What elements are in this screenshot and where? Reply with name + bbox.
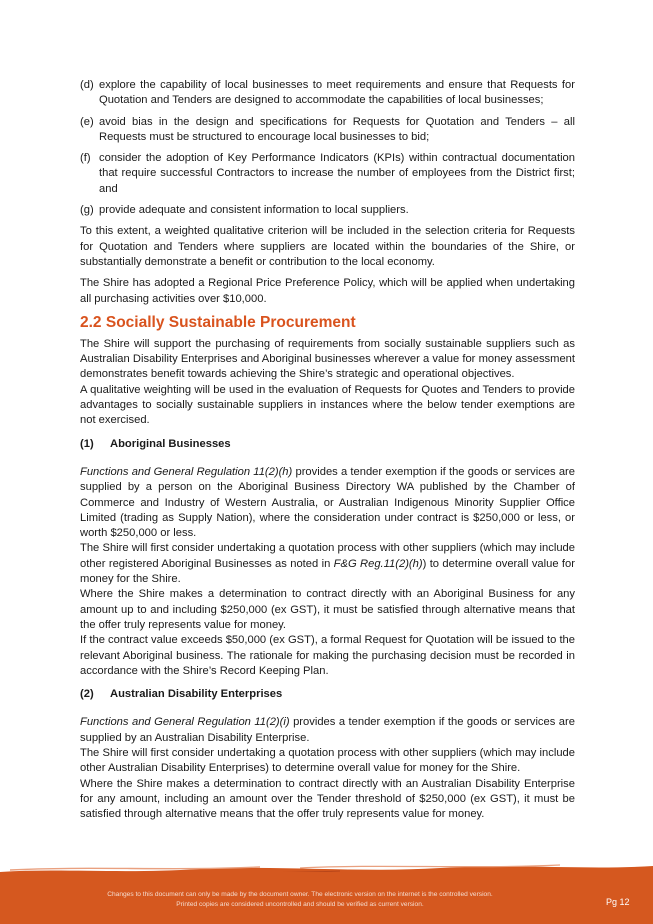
document-body xyxy=(80,78,575,822)
list-item xyxy=(80,203,575,218)
list-text: consider the adoption of Key Performance Indicators (KPIs) within contractual documentation that require successful Contractors to increase the number of employees from the District first; and xyxy=(99,152,575,195)
paragraph xyxy=(80,465,575,541)
section-paragraph: The Shire will support the purchasing of requirements from socially sustainable suppliers such as Australian Disability Enterprises and Aboriginal businesses wherever a value for money assessment demonstrates benefit towards achieving the Shire’s strategic and operational objectives. xyxy=(80,337,575,381)
subheading-aboriginal-businesses xyxy=(80,437,575,452)
list-label: (d) xyxy=(80,79,94,91)
subheading-disability-enterprises xyxy=(80,687,575,702)
subheading-title: Australian Disability Enterprises xyxy=(110,688,283,701)
section-heading: 2.2 Socially Sustainable Procurement xyxy=(80,313,356,331)
regulation-reference: Functions and General Regulation 11(2)(i) xyxy=(80,716,290,729)
subheading-number: (1) xyxy=(80,437,94,450)
regulation-reference: F&G Reg.11(2)(h) xyxy=(333,557,423,570)
list-label: (g) xyxy=(80,204,94,217)
paragraph: The Shire will first consider undertaking a quotation process with other suppliers (which may include other Australian Disability Enterprises) to determine overall value for money for the Shire. xyxy=(80,746,575,775)
footer-notice-line: Printed copies are considered uncontrolled and should be verified as current version. xyxy=(176,901,424,908)
paragraph-weighted-criterion: To this extent, a weighted qualitative criterion will be included in the selection criteria for Requests for Quotation and Tenders where suppliers are located within the boundaries of the Shire, or substantially demonstrate a benefit or contribution to the local economy. xyxy=(80,225,575,268)
list-label: (f) xyxy=(80,152,91,165)
paragraph xyxy=(80,715,575,746)
paragraph-regional-price: The Shire has adopted a Regional Price Preference Policy, which will be applied when undertaking all purchasing activities over $10,000. xyxy=(80,277,575,305)
list-item xyxy=(80,78,575,109)
list-item xyxy=(80,151,575,197)
paragraph: If the contract value exceeds $50,000 (ex GST), a formal Request for Quotation will be issued to the relevant Aboriginal business. The rationale for making the purchasing decision must be recorded in accordance with the Shire’s Record Keeping Plan. xyxy=(80,634,575,677)
section-paragraph: A qualitative weighting will be used in the evaluation of Requests for Quotes and Tenders to provide advantages to socially sustainable suppliers in instances where the below tender exemptions are not exercised. xyxy=(80,383,575,427)
footer-notice-line: Changes to this document can only be made by the document owner. The electronic version on the internet is the controlled version. xyxy=(107,891,493,898)
list-text: avoid bias in the design and specifications for Requests for Quotation and Tenders – all Requests must be structured to encourage local businesses to bid; xyxy=(99,115,575,143)
paragraph-text: ) to determine overall value for money for the Shire. xyxy=(80,557,575,586)
paragraph xyxy=(80,541,575,587)
paragraph-text: The Shire will first consider undertaking a quotation process with other suppliers (which may include other registered Aboriginal Businesses as noted in xyxy=(80,542,575,570)
paragraph: Where the Shire makes a determination to contract directly with an Australian Disability Enterprise for any amount, including an amount over the Tender threshold of $250,000 (ex GST), it must be satisfied through alternative means that the offer truly represents value for money. xyxy=(80,777,575,821)
subheading-number: (2) xyxy=(80,688,94,701)
page-number: Pg 12 xyxy=(606,897,630,907)
regulation-reference: Functions and General Regulation 11(2)(h) xyxy=(80,465,293,478)
list-text: provide adequate and consistent information to local suppliers. xyxy=(99,204,409,217)
list-text: explore the capability of local businesses to meet requirements and ensure that Requests for Quotation and Tenders are designed to accommodate the capabilities of local businesses; xyxy=(99,79,575,107)
paragraph-text: provides a tender exemption if the goods or services are supplied by an Australian Disability Enterprise. xyxy=(80,716,575,744)
list-label: (e) xyxy=(80,115,94,128)
list-item xyxy=(80,115,575,146)
paragraph: Where the Shire makes a determination to contract directly with an Aboriginal Business for any amount up to and including $250,000 (ex GST), it must be satisfied through alternative means that the offer truly represents value for money. xyxy=(80,588,575,631)
footer-notice xyxy=(40,890,560,910)
subheading-title: Aboriginal Businesses xyxy=(110,437,231,450)
paragraph-text: provides a tender exemption if the goods or services are supplied by a person on the Aboriginal Business Directory WA published by the Chamber of Commerce and Industry of Western Australia, or Australian Indigenous Minority Supplier Office Limited (trading as Supply Nation), where the consideration under contract is $250,000 or less, or worth $250,000 or less. xyxy=(80,465,575,540)
